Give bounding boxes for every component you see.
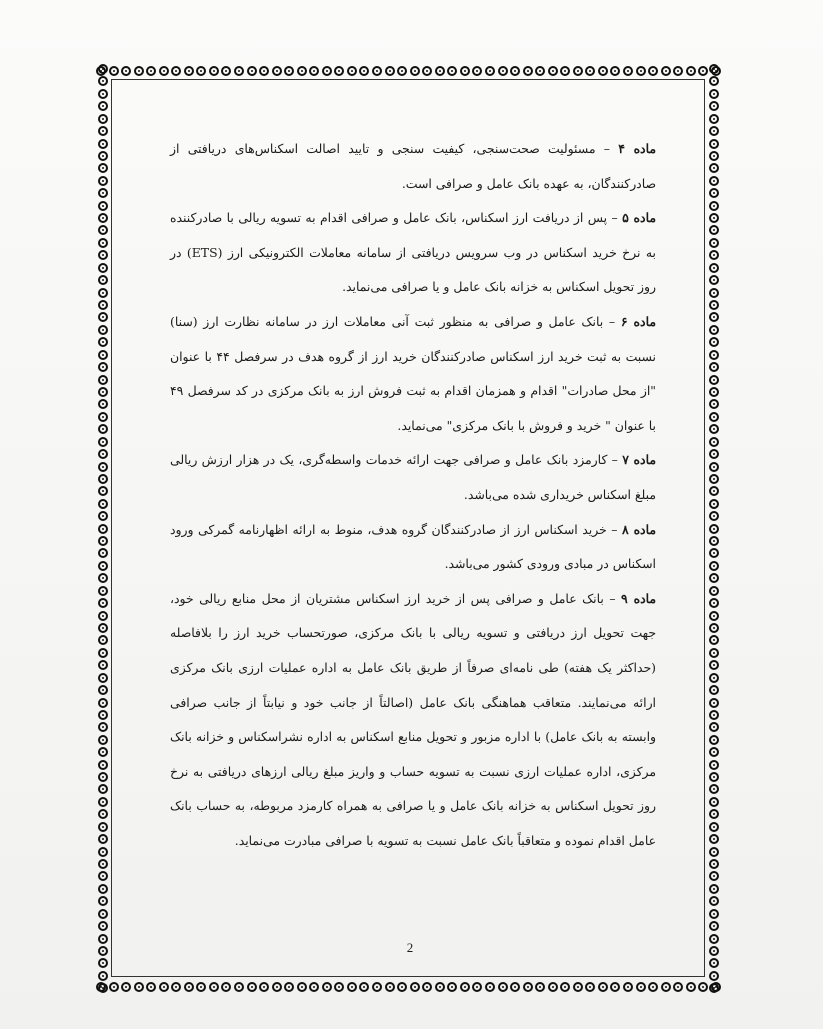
article-9 (170, 582, 656, 859)
border-ornament (709, 250, 719, 260)
border-ornament (98, 362, 108, 372)
border-ornament (709, 412, 719, 422)
border-ornament (709, 598, 719, 608)
border-ornament (422, 66, 432, 76)
border-ornament (709, 474, 719, 484)
border-ornament (322, 982, 332, 992)
border-ornament (636, 66, 646, 76)
border-ornament (410, 66, 420, 76)
border-ornament (709, 934, 719, 944)
border-ornament (109, 982, 119, 992)
border-ornament (259, 982, 269, 992)
border-ornament (397, 982, 407, 992)
border-ornament (297, 982, 307, 992)
border-ornament (709, 387, 719, 397)
border-ornament (709, 101, 719, 111)
article-text: – پس از دریافت ارز اسکناس، بانک عامل و صرافی اقدام به تسویه ریالی با صادرکننده به نرخ خرید اسکناس در وب سرویس دریافتی از سامانه معاملات الکترونیکی ارز (ETS) در روز تحویل اسکناس به خزانه بانک عامل و یا صرافی می‌نماید. (170, 210, 656, 295)
border-ornament (98, 673, 108, 683)
border-ornament (98, 350, 108, 360)
border-ornament (98, 822, 108, 832)
border-ornament (709, 288, 719, 298)
border-ornament (709, 486, 719, 496)
border-ornament (98, 809, 108, 819)
border-ornament (121, 982, 131, 992)
border-ornament (221, 66, 231, 76)
border-ornament (709, 822, 719, 832)
border-ornament (472, 982, 482, 992)
border-ornament (709, 375, 719, 385)
border-ornament (98, 611, 108, 621)
border-ornament (98, 474, 108, 484)
border-ornament (98, 375, 108, 385)
border-ornament (709, 139, 719, 149)
border-ornament (573, 66, 583, 76)
ornamental-border-right (707, 64, 721, 994)
border-ornament (709, 449, 719, 459)
border-ornament (98, 784, 108, 794)
border-ornament (98, 946, 108, 956)
border-ornament (98, 64, 108, 74)
border-ornament (98, 399, 108, 409)
border-ornament (709, 611, 719, 621)
border-ornament (573, 982, 583, 992)
border-ornament (259, 66, 269, 76)
border-ornament (146, 66, 156, 76)
border-ornament (709, 312, 719, 322)
border-ornament (385, 66, 395, 76)
border-ornament (247, 66, 257, 76)
border-ornament (98, 387, 108, 397)
border-ornament (98, 871, 108, 881)
border-ornament (98, 188, 108, 198)
border-ornament (397, 66, 407, 76)
border-ornament (661, 66, 671, 76)
border-ornament (709, 896, 719, 906)
border-ornament (98, 300, 108, 310)
border-ornament (709, 747, 719, 757)
article-text: – خرید اسکناس ارز از صادرکنندگان گروه هدف، منوط به ارائه اظهارنامه گمرکی ورود اسکناس در مبادی ورودی کشور می‌باشد. (170, 521, 656, 572)
border-ornament (98, 325, 108, 335)
border-ornament (709, 859, 719, 869)
border-ornament (560, 66, 570, 76)
border-ornament (709, 921, 719, 931)
border-ornament (98, 163, 108, 173)
page-number: 2 (406, 940, 414, 955)
article-label: ماده ۶ (620, 313, 656, 329)
border-ornament (435, 982, 445, 992)
border-ornament (98, 859, 108, 869)
border-ornament (98, 337, 108, 347)
border-ornament (709, 561, 719, 571)
border-ornament (709, 573, 719, 583)
article-text: – کارمزد بانک عامل و صرافی جهت ارائه خدمات واسطه‌گری، یک در هزار ارزش ریالی مبلغ اسکناس خریداری شده می‌باشد. (170, 452, 656, 502)
border-ornament (709, 958, 719, 968)
border-ornament (709, 263, 719, 273)
border-ornament (709, 673, 719, 683)
border-ornament (623, 982, 633, 992)
border-ornament (709, 623, 719, 633)
ornamental-border-left (96, 64, 110, 994)
border-ornament (98, 884, 108, 894)
border-ornament (159, 982, 169, 992)
border-ornament (709, 660, 719, 670)
border-ornament (98, 548, 108, 558)
border-ornament (98, 126, 108, 136)
border-ornament (709, 325, 719, 335)
border-ornament (98, 288, 108, 298)
border-ornament (709, 784, 719, 794)
border-ornament (98, 971, 108, 981)
border-ornament (272, 982, 282, 992)
border-ornament (585, 982, 595, 992)
border-ornament (709, 511, 719, 521)
border-ornament (709, 437, 719, 447)
border-ornament (98, 462, 108, 472)
border-ornament (134, 66, 144, 76)
border-ornament (98, 598, 108, 608)
border-ornament (709, 188, 719, 198)
border-ornament (548, 982, 558, 992)
border-ornament (109, 66, 119, 76)
border-ornament (709, 126, 719, 136)
article-label: ماده ۸ (622, 521, 656, 537)
border-ornament (98, 983, 108, 993)
article-4 (170, 132, 656, 201)
article-text: – مسئولیت صحت‌سنجی، کیفیت سنجی و تایید اصالت اسکناس‌های دریافتی از صادرکنندگان، به عهده بانک عامل و صرافی است. (170, 141, 656, 191)
border-ornament (709, 462, 719, 472)
border-ornament (709, 586, 719, 596)
border-ornament (134, 982, 144, 992)
article-label: ماده ۵ (622, 210, 656, 226)
border-ornament (435, 66, 445, 76)
border-ornament (709, 275, 719, 285)
border-ornament (709, 909, 719, 919)
border-ornament (98, 89, 108, 99)
border-ornament (709, 213, 719, 223)
border-ornament (98, 698, 108, 708)
border-ornament (196, 982, 206, 992)
border-ornament (98, 486, 108, 496)
border-ornament (709, 834, 719, 844)
border-ornament (98, 536, 108, 546)
border-ornament (221, 982, 231, 992)
border-ornament (146, 982, 156, 992)
border-ornament (98, 312, 108, 322)
document-body (170, 132, 656, 858)
border-ornament (709, 536, 719, 546)
border-ornament (709, 809, 719, 819)
border-ornament (410, 982, 420, 992)
article-5 (170, 201, 656, 305)
border-ornament (209, 66, 219, 76)
border-ornament (709, 76, 719, 86)
border-ornament (98, 747, 108, 757)
border-ornament (709, 225, 719, 235)
border-ornament (98, 213, 108, 223)
border-ornament (498, 66, 508, 76)
border-ornament (485, 66, 495, 76)
border-ornament (648, 982, 658, 992)
border-ornament (585, 66, 595, 76)
border-ornament (98, 76, 108, 86)
border-ornament (709, 176, 719, 186)
article-6 (170, 305, 656, 443)
border-ornament (284, 66, 294, 76)
border-ornament (184, 982, 194, 992)
article-8 (170, 513, 656, 582)
border-ornament (98, 648, 108, 658)
article-text: – بانک عامل و صرافی به منظور ثبت آنی معاملات ارز در سامانه نظارت ارز (سنا) نسبت به ثبت خرید ارز اسکناس صادرکنندگان خرید ارز از گروه هدف در سرفصل ۴۴ با عنوان "از محل صادرات" اقدام و همزمان اقدام به ثبت فروش ارز به بانک مرکزی در کد سرفصل ۴۹ با عنوان " خرید و فروش با بانک مرکزی" می‌نماید. (170, 313, 656, 433)
border-ornament (98, 250, 108, 260)
border-ornament (98, 735, 108, 745)
border-ornament (623, 66, 633, 76)
border-ornament (98, 225, 108, 235)
border-ornament (98, 511, 108, 521)
border-ornament (98, 760, 108, 770)
border-ornament (372, 66, 382, 76)
border-ornament (372, 982, 382, 992)
article-label: ماده ۹ (621, 590, 656, 606)
border-ornament (709, 89, 719, 99)
border-ornament (334, 66, 344, 76)
border-ornament (98, 722, 108, 732)
border-ornament (485, 982, 495, 992)
border-ornament (98, 275, 108, 285)
border-ornament (510, 982, 520, 992)
article-7 (170, 443, 656, 512)
border-ornament (709, 524, 719, 534)
border-ornament (686, 982, 696, 992)
border-ornament (709, 735, 719, 745)
border-ornament (523, 66, 533, 76)
border-ornament (498, 982, 508, 992)
border-ornament (159, 66, 169, 76)
border-ornament (209, 982, 219, 992)
border-ornament (385, 982, 395, 992)
border-ornament (709, 300, 719, 310)
border-ornament (709, 797, 719, 807)
border-ornament (673, 982, 683, 992)
border-ornament (709, 983, 719, 993)
border-ornament (359, 982, 369, 992)
border-ornament (472, 66, 482, 76)
border-ornament (98, 263, 108, 273)
border-ornament (359, 66, 369, 76)
border-ornament (686, 66, 696, 76)
border-ornament (661, 982, 671, 992)
border-ornament (98, 710, 108, 720)
border-ornament (98, 660, 108, 670)
border-ornament (98, 896, 108, 906)
border-ornament (709, 946, 719, 956)
border-ornament (548, 66, 558, 76)
border-ornament (98, 101, 108, 111)
border-ornament (247, 982, 257, 992)
border-ornament (510, 66, 520, 76)
border-ornament (709, 362, 719, 372)
border-ornament (709, 238, 719, 248)
border-ornament (98, 114, 108, 124)
border-ornament (709, 399, 719, 409)
border-ornament (422, 982, 432, 992)
border-ornament (673, 66, 683, 76)
border-ornament (98, 561, 108, 571)
border-ornament (709, 114, 719, 124)
border-ornament (98, 524, 108, 534)
ornamental-border-top (96, 64, 721, 78)
border-ornament (347, 66, 357, 76)
border-ornament (98, 412, 108, 422)
border-ornament (98, 437, 108, 447)
border-ornament (347, 982, 357, 992)
border-ornament (322, 66, 332, 76)
border-ornament (709, 648, 719, 658)
border-ornament (334, 982, 344, 992)
border-ornament (648, 66, 658, 76)
border-ornament (196, 66, 206, 76)
article-label: ماده ۷ (622, 452, 656, 468)
border-ornament (98, 921, 108, 931)
border-ornament (98, 685, 108, 695)
border-ornament (171, 982, 181, 992)
border-ornament (284, 982, 294, 992)
border-ornament (598, 982, 608, 992)
border-ornament (98, 909, 108, 919)
border-ornament (171, 66, 181, 76)
border-ornament (98, 797, 108, 807)
border-ornament (272, 66, 282, 76)
border-ornament (98, 139, 108, 149)
border-ornament (709, 151, 719, 161)
border-ornament (709, 698, 719, 708)
border-ornament (98, 847, 108, 857)
border-ornament (234, 982, 244, 992)
border-ornament (460, 66, 470, 76)
border-ornament (709, 685, 719, 695)
border-ornament (709, 710, 719, 720)
border-ornament (297, 66, 307, 76)
border-ornament (98, 635, 108, 645)
border-ornament (98, 772, 108, 782)
border-ornament (535, 982, 545, 992)
border-ornament (709, 201, 719, 211)
border-ornament (98, 586, 108, 596)
border-ornament (447, 982, 457, 992)
border-ornament (709, 871, 719, 881)
border-ornament (610, 66, 620, 76)
border-ornament (309, 982, 319, 992)
border-ornament (184, 66, 194, 76)
border-ornament (709, 424, 719, 434)
border-ornament (234, 66, 244, 76)
border-ornament (709, 847, 719, 857)
border-ornament (98, 934, 108, 944)
border-ornament (121, 66, 131, 76)
border-ornament (535, 66, 545, 76)
border-ornament (709, 350, 719, 360)
border-ornament (709, 548, 719, 558)
border-ornament (523, 982, 533, 992)
article-label: ماده ۴ (618, 141, 656, 156)
border-ornament (98, 958, 108, 968)
border-ornament (709, 337, 719, 347)
ornamental-border-bottom (96, 980, 721, 994)
border-ornament (447, 66, 457, 76)
border-ornament (709, 722, 719, 732)
border-ornament (98, 449, 108, 459)
border-ornament (610, 982, 620, 992)
border-ornament (98, 238, 108, 248)
border-ornament (709, 163, 719, 173)
border-ornament (709, 499, 719, 509)
border-ornament (709, 635, 719, 645)
border-ornament (460, 982, 470, 992)
border-ornament (598, 66, 608, 76)
border-ornament (98, 424, 108, 434)
border-ornament (98, 623, 108, 633)
border-ornament (98, 499, 108, 509)
border-ornament (636, 982, 646, 992)
border-ornament (98, 176, 108, 186)
border-ornament (709, 64, 719, 74)
border-ornament (98, 151, 108, 161)
article-text: – بانک عامل و صرافی پس از خرید ارز اسکناس مشتریان از محل منابع ریالی خود، جهت تحویل ارز دریافتی و تسویه ریالی با بانک مرکزی، صورتحساب خرید ارز را بلافاصله (حداکثر یک هفته) طی نامه‌ای صرفاً از طریق بانک عامل به اداره عملیات ارزی بانک مرکزی ارائه می‌نمایند. متعاقب هماهنگی بانک عامل (اصالتاً از جانب خود و نیابتاً از جانب صرافی وابسته به بانک عامل) با اداره مزبور و تحویل منابع اسکناس به اداره نشراسکناس و خزانه بانک مرکزی، اداره عملیات ارزی نسبت به تسویه حساب و واریز مبلغ ریالی ارزهای دریافتی به نرخ روز تحویل اسکناس به خزانه بانک عامل و یا صرافی به همراه کارمزد مربوطه، به حساب بانک عامل اقدام نموده و متعاقباً بانک عامل نسبت به تسویه با صرافی مبادرت می‌نماید. (170, 590, 656, 848)
border-ornament (98, 573, 108, 583)
border-ornament (560, 982, 570, 992)
border-ornament (709, 772, 719, 782)
border-ornament (709, 971, 719, 981)
border-ornament (709, 884, 719, 894)
border-ornament (98, 834, 108, 844)
border-ornament (309, 66, 319, 76)
border-ornament (709, 760, 719, 770)
border-ornament (98, 201, 108, 211)
